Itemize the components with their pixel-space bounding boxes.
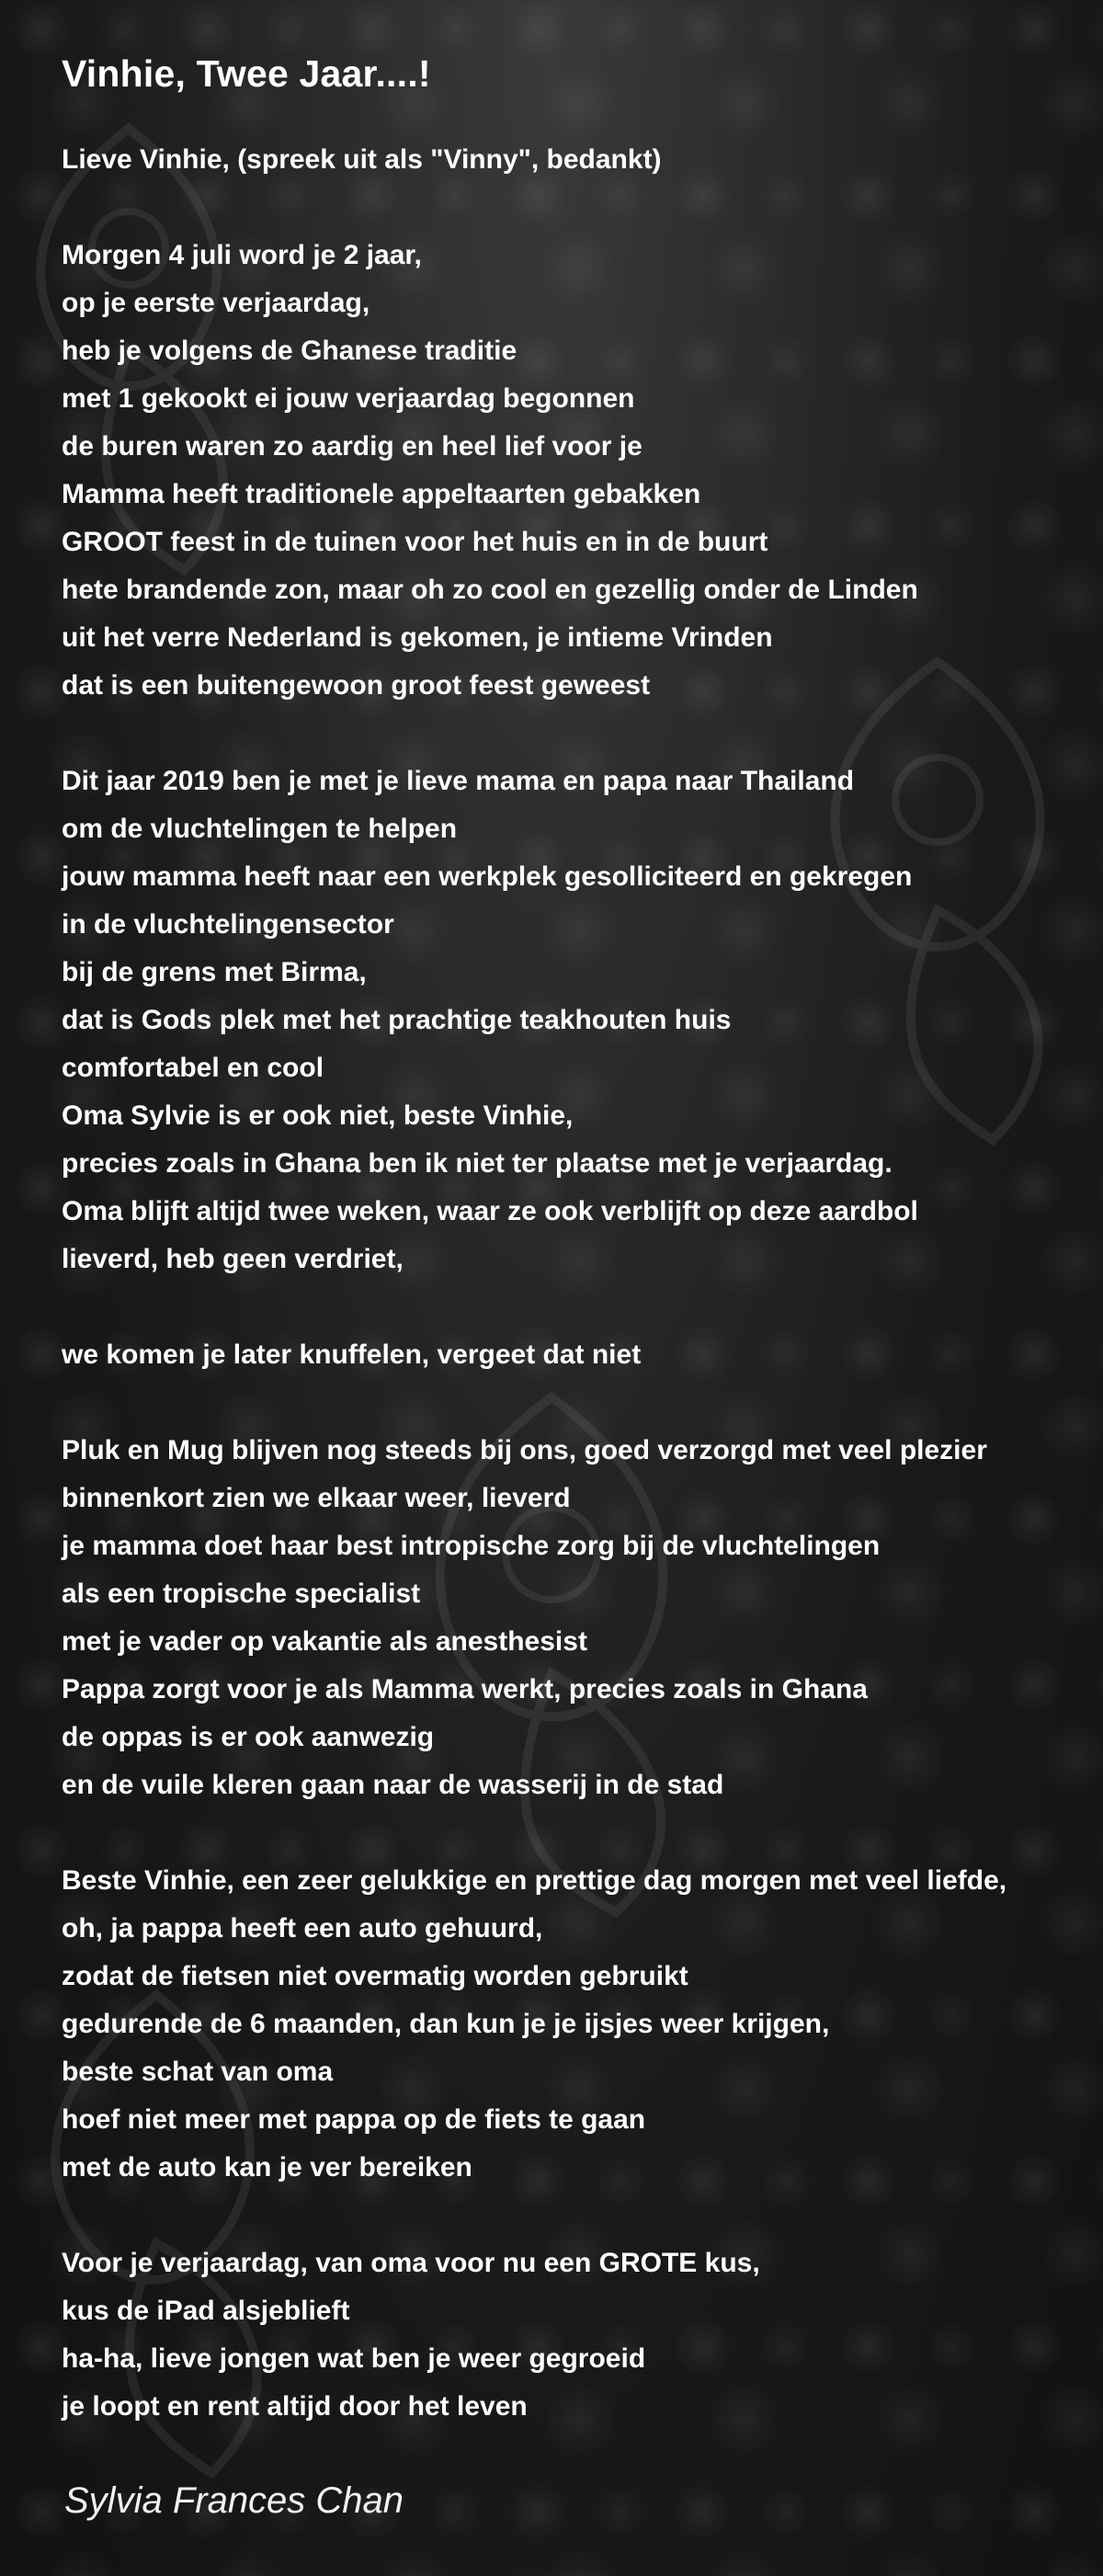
- poem-stanza: [62, 232, 1091, 710]
- poem-line: Pluk en Mug blijven nog steeds bij ons, goed verzorgd met veel plezier: [62, 1435, 987, 1465]
- poem-line: dat is Gods plek met het prachtige teakhouten huis: [62, 1005, 732, 1035]
- poem-line: beste schat van oma: [62, 2057, 334, 2087]
- poem-line: met je vader op vakantie als anesthesist: [62, 1626, 587, 1657]
- poem-line: we komen je later knuffelen, vergeet dat niet: [62, 1339, 642, 1370]
- poem-title: Vinhie, Twee Jaar....!: [62, 52, 431, 95]
- poem-line: comfortabel en cool: [62, 1053, 324, 1083]
- poem-author: Sylvia Frances Chan: [64, 2480, 404, 2521]
- poem-line: Dit jaar 2019 ben je met je lieve mama en papa naar Thailand: [62, 766, 855, 796]
- poem-line: Oma blijft altijd twee weken, waar ze ook verblijft op deze aardbol: [62, 1196, 918, 1226]
- poem-line: om de vluchtelingen te helpen: [62, 814, 458, 844]
- poem-body: [62, 48, 1091, 2431]
- poem-line: Beste Vinhie, een zeer gelukkige en prettige dag morgen met veel liefde,: [62, 1865, 1007, 1896]
- poem-line: kus de iPad alsjeblieft: [62, 2296, 350, 2326]
- poem-line: je loopt en rent altijd door het leven: [62, 2391, 528, 2422]
- poem-line: Morgen 4 juli word je 2 jaar,: [62, 240, 422, 270]
- poem-line: met 1 gekookt ei jouw verjaardag begonnen: [62, 383, 635, 414]
- poem-salutation: Lieve Vinhie, (spreek uit als "Vinny", bedankt): [62, 144, 662, 175]
- poem-line: hoef niet meer met pappa op de fiets te gaan: [62, 2104, 646, 2135]
- poem-line: oh, ja pappa heeft een auto gehuurd,: [62, 1913, 543, 1943]
- poem-line: met de auto kan je ver bereiken: [62, 2152, 472, 2183]
- poem-line: bij de grens met Birma,: [62, 957, 367, 987]
- poem-line: GROOT feest in de tuinen voor het huis en in de buurt: [62, 527, 768, 557]
- poem-line: je mamma doet haar best intropische zorg bij de vluchtelingen: [62, 1531, 881, 1561]
- poem-stanza: [62, 1331, 1091, 1379]
- poem-line: jouw mamma heeft naar een werkplek gesolliciteerd en gekregen: [62, 861, 913, 892]
- poem-line: als een tropische specialist: [62, 1579, 421, 1609]
- poem-line: precies zoals in Ghana ben ik niet ter plaatse met je verjaardag.: [62, 1148, 893, 1179]
- poem-stanzas: [62, 232, 1091, 2431]
- poem-line: de oppas is er ook aanwezig: [62, 1722, 435, 1752]
- poem-line: gedurende de 6 maanden, dan kun je je ijsjes weer krijgen,: [62, 2009, 830, 2039]
- poem-line: Oma Sylvie is er ook niet, beste Vinhie,: [62, 1100, 574, 1131]
- poem-line: ha-ha, lieve jongen wat ben je weer gegroeid: [62, 2343, 646, 2374]
- poem-line: op je eerste verjaardag,: [62, 288, 370, 318]
- poem-line: lieverd, heb geen verdriet,: [62, 1244, 404, 1274]
- poem-stanza: [62, 1427, 1091, 1809]
- poem-line: Mamma heeft traditionele appeltaarten gebakken: [62, 479, 701, 509]
- poem-line: in de vluchtelingensector: [62, 909, 394, 940]
- poem-line: dat is een buitengewoon groot feest geweest: [62, 670, 651, 701]
- poem-line: zodat de fietsen niet overmatig worden gebruikt: [62, 1961, 688, 1991]
- poem-line: uit het verre Nederland is gekomen, je intieme Vrinden: [62, 622, 773, 653]
- poem-stanza: [62, 2240, 1091, 2431]
- poem-line: binnenkort zien we elkaar weer, lieverd: [62, 1483, 571, 1513]
- poem-line: heb je volgens de Ghanese traditie: [62, 336, 517, 366]
- poem-stanza: [62, 758, 1091, 1283]
- poem-line: Pappa zorgt voor je als Mamma werkt, precies zoals in Ghana: [62, 1674, 868, 1704]
- poem-stanza: [62, 1857, 1091, 2192]
- poem-line: de buren waren zo aardig en heel lief voor je: [62, 431, 642, 462]
- poem-line: Voor je verjaardag, van oma voor nu een GROTE kus,: [62, 2248, 760, 2278]
- poem-line: en de vuile kleren gaan naar de wasserij in de stad: [62, 1770, 724, 1800]
- poem-line: hete brandende zon, maar oh zo cool en gezellig onder de Linden: [62, 575, 918, 605]
